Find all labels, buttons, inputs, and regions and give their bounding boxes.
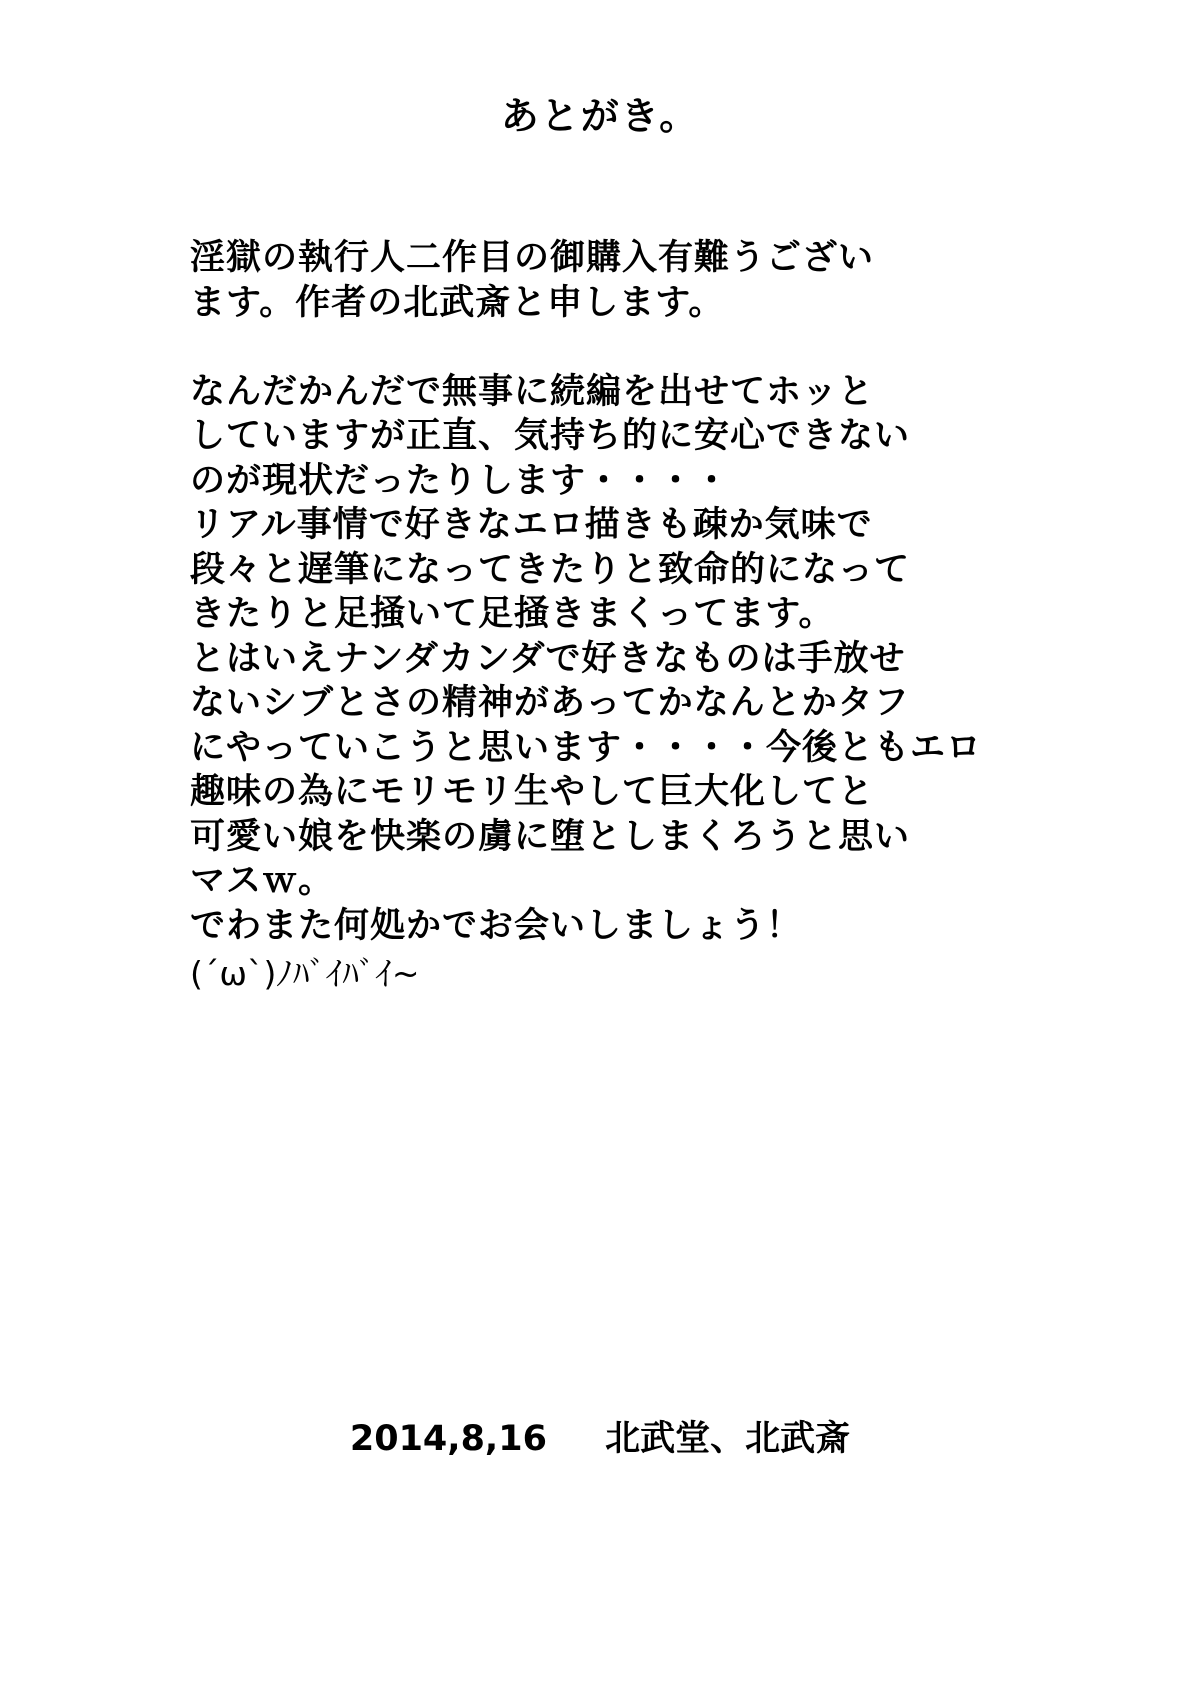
signature-date: 2014,8,16 xyxy=(349,1419,547,1459)
text-line: ます。作者の北武斎と申します。 xyxy=(190,282,725,323)
text-line: マスｗ。 xyxy=(190,861,335,901)
afterword-body xyxy=(190,236,1070,948)
page-title: あとがき。 xyxy=(500,94,700,138)
text-line: でわまた何処かでお会いしましょう！ xyxy=(190,905,803,946)
text-line: なんだかんだで無事に続編を出せてホッと xyxy=(190,371,875,412)
text-line: ないシブとさの精神があってかなんとかタフ xyxy=(190,683,910,723)
signature-line xyxy=(0,1414,1200,1464)
text-line: 淫獄の執行人二作目の御購入有難うござい xyxy=(190,238,875,278)
signature-author: 北武堂、北武斎 xyxy=(605,1419,851,1459)
text-line: 可愛い娘を快楽の虜に堕としまくろうと思い xyxy=(190,816,911,857)
text-line: 趣味の為にモリモリ生やして巨大化してと xyxy=(190,772,875,812)
text-line: していますが正直、気持ち的に安心できない xyxy=(190,416,911,456)
text-line: にやっていこうと思います・・・・今後ともエロ xyxy=(190,727,983,768)
text-line: リアル事情で好きなエロ描きも疎か気味で xyxy=(190,505,873,545)
text-line: 段々と遅筆になってきたりと致命的になって xyxy=(190,549,911,590)
paragraph-gap xyxy=(190,325,1070,370)
text-line: のが現状だったりします・・・・ xyxy=(190,460,731,501)
text-line: きたりと足掻いて足掻きまくってます。 xyxy=(190,594,835,634)
text-line: とはいえナンダカンダで好きなものは手放せ xyxy=(190,638,906,679)
kaomoji-signoff: (´ω`)ﾉﾊﾞｲﾊﾞｲ~ xyxy=(190,954,420,993)
